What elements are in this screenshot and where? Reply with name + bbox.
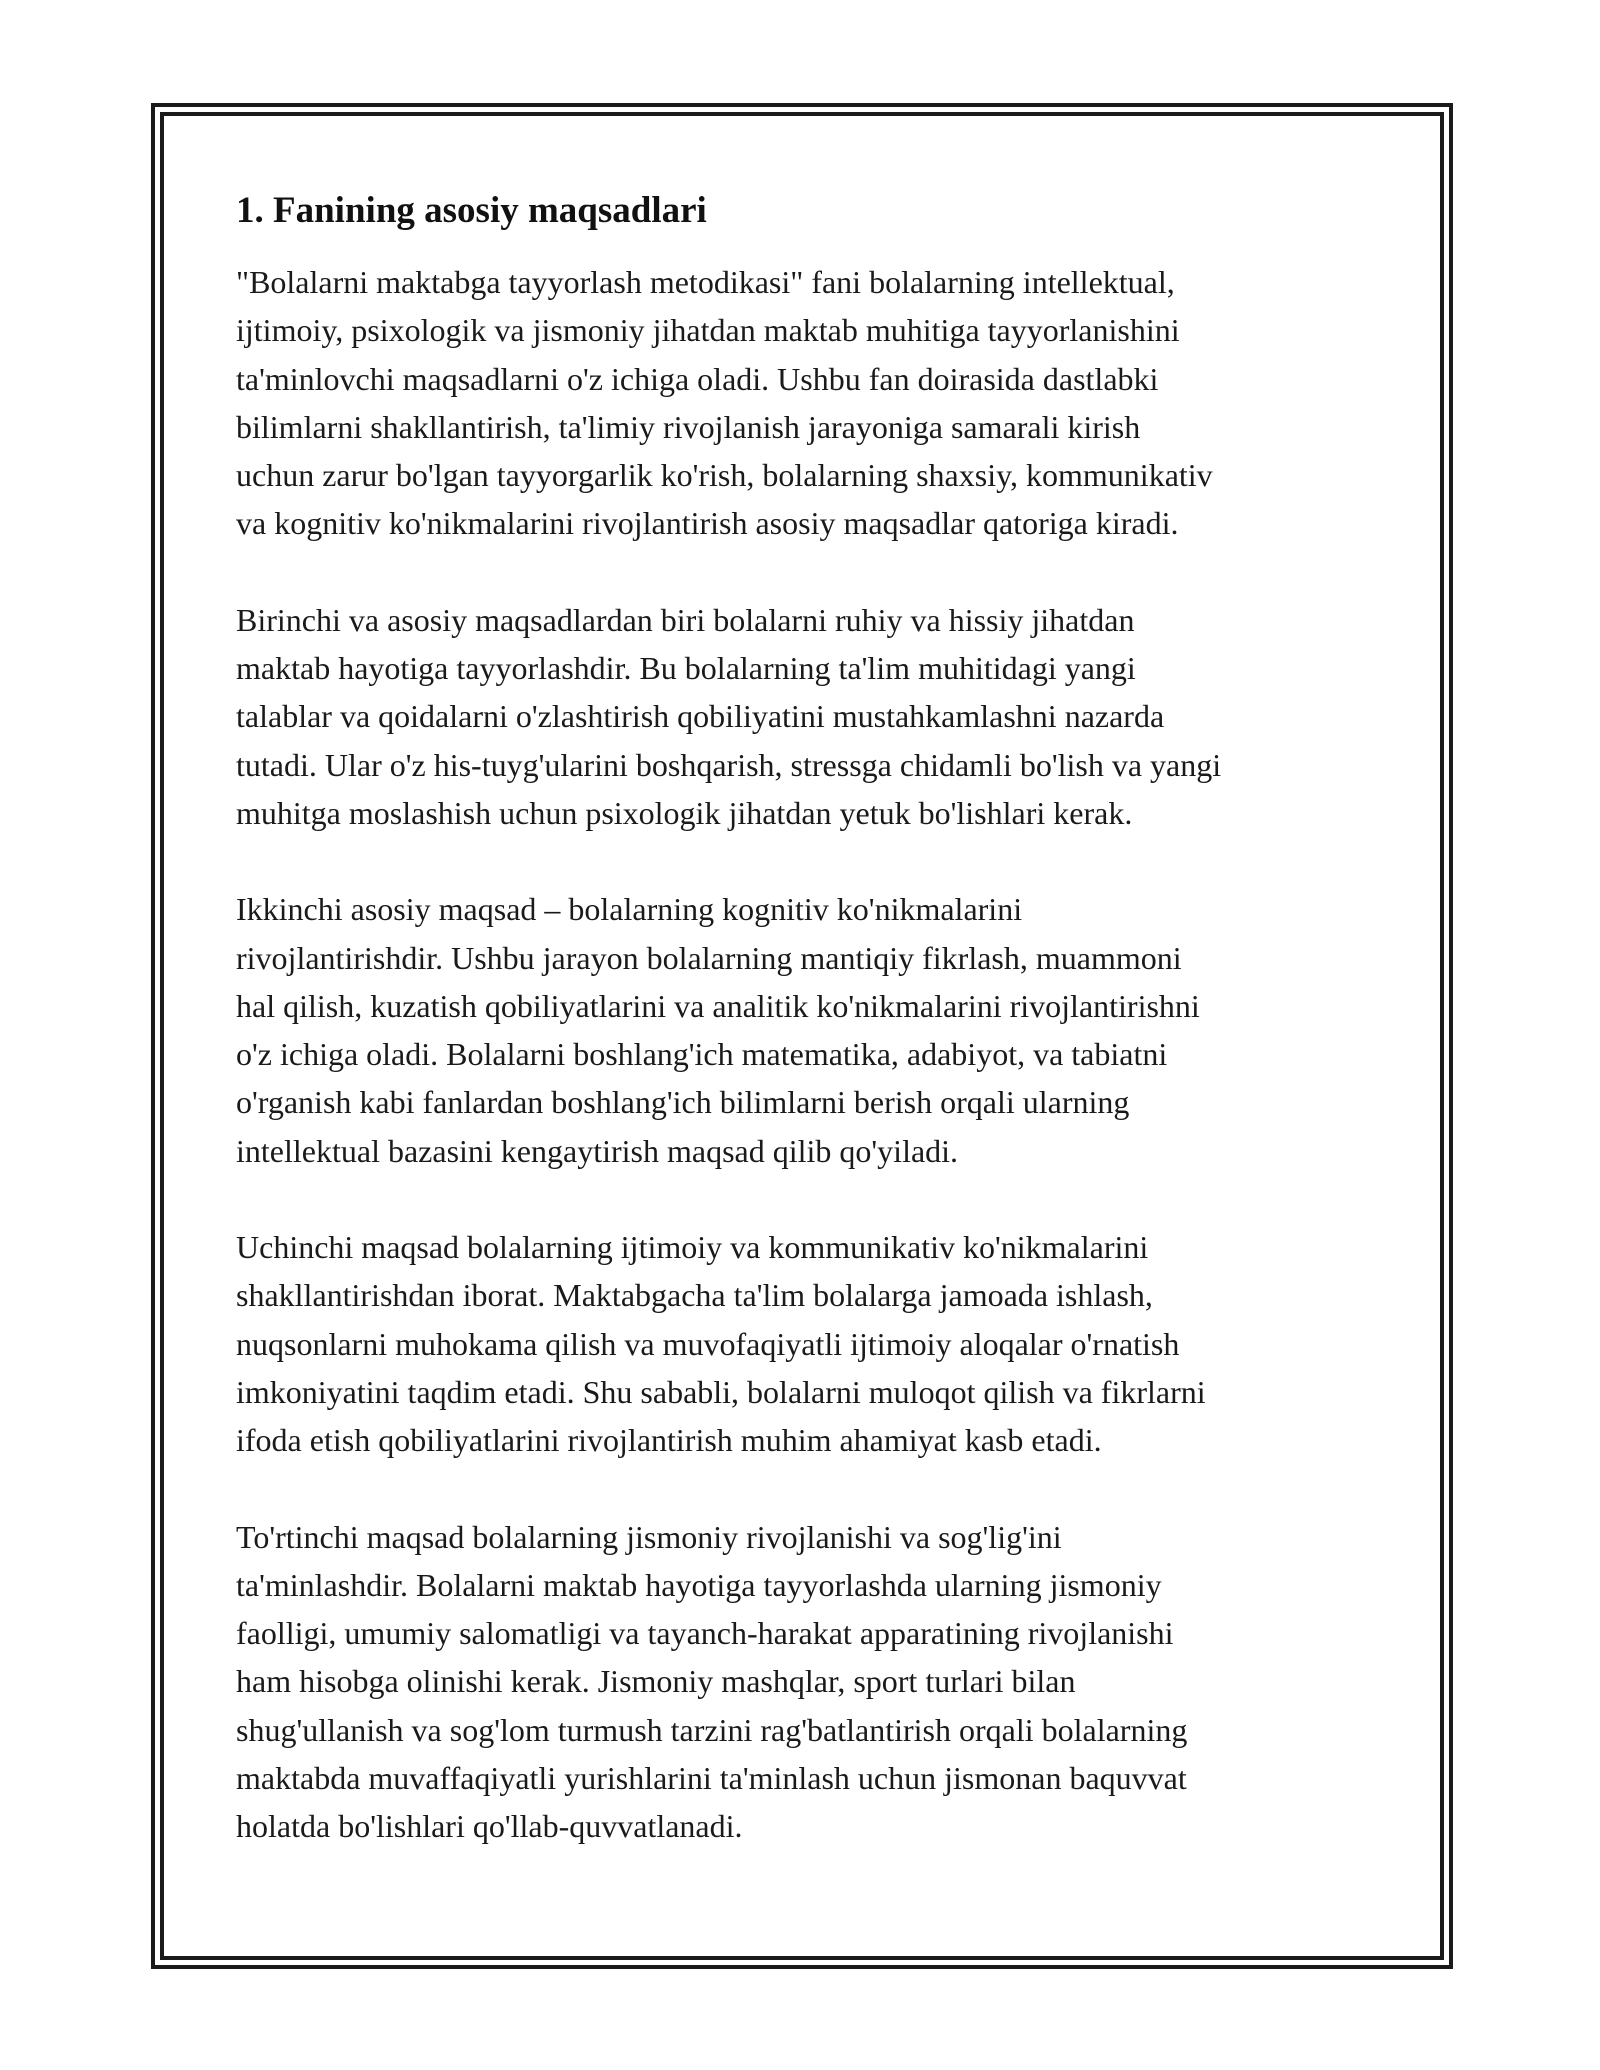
paragraph-line: shakllantirishdan iborat. Maktabgacha ta'lim bolalarga jamoada ishlash, [236, 1277, 1153, 1314]
paragraph-line: ta'minlashdir. Bolalarni maktab hayotiga tayyorlashda ularning jismoniy [236, 1566, 1162, 1603]
paragraph-intro [236, 258, 1386, 548]
paragraph-line: Ikkinchi asosiy maqsad – bolalarning kognitiv ko'nikmalarini [236, 891, 1023, 928]
paragraph-line: nuqsonlarni muhokama qilish va muvofaqiyatli ijtimoiy aloqalar o'rnatish [236, 1325, 1180, 1362]
paragraph-line: muhitga moslashish uchun psixologik jihatdan yetuk bo'lishlari kerak. [236, 794, 1133, 831]
paragraph-line: ham hisobga olinishi kerak. Jismoniy mashqlar, sport turlari bilan [236, 1663, 1076, 1700]
paragraph-line: o'rganish kabi fanlardan boshlang'ich bilimlarni berish orqali ularning [236, 1084, 1130, 1121]
paragraph-line: holatda bo'lishlari qo'llab-quvvatlanadi. [236, 1808, 743, 1845]
paragraph-line: hal qilish, kuzatish qobiliyatlarini va analitik ko'nikmalarini rivojlantirishni [236, 987, 1200, 1024]
paragraph-line: "Bolalarni maktabga tayyorlash metodikasi" fani bolalarning intellektual, [236, 264, 1175, 300]
paragraph-line: Birinchi va asosiy maqsadlardan biri bolalarni ruhiy va hissiy jihatdan [236, 601, 1135, 638]
paragraph-line: ta'minlovchi maqsadlarni o'z ichiga oladi. Ushbu fan doirasida dastlabki [236, 360, 1159, 397]
paragraph-line: talablar va qoidalarni o'zlashtirish qobiliyatini mustahkamlashni nazarda [236, 698, 1165, 735]
paragraph-second-goal [236, 885, 1386, 1175]
paragraph-line: Uchinchi maqsad bolalarning ijtimoiy va kommunikativ ko'nikmalarini [236, 1229, 1149, 1266]
section-heading: 1. Fanining asosiy maqsadlari [236, 190, 707, 231]
paragraph-line: faolligi, umumiy salomatligi va tayanch-harakat apparatining rivojlanishi [236, 1615, 1174, 1652]
paragraph-line: maktab hayotiga tayyorlashdir. Bu bolalarning ta'lim muhitidagi yangi [236, 650, 1136, 687]
paragraph-line: rivojlantirishdir. Ushbu jarayon bolalarning mantiqiy fikrlash, muammoni [236, 939, 1182, 976]
paragraph-line: ifoda etish qobiliyatlarini rivojlantirish muhim ahamiyat kasb etadi. [236, 1422, 1102, 1459]
paragraph-line: maktabda muvaffaqiyatli yurishlarini ta'minlash uchun jismonan baquvvat [236, 1760, 1187, 1797]
paragraph-line: o'z ichiga oladi. Bolalarni boshlang'ich matematika, adabiyot, va tabiatni [236, 1036, 1168, 1073]
paragraph-line: tutadi. Ular o'z his-tuyg'ularini boshqarish, stressga chidamli bo'lish va yangi [236, 746, 1222, 783]
paragraph-first-goal [236, 596, 1386, 837]
paragraph-line: va kognitiv ko'nikmalarini rivojlantirish asosiy maqsadlar qatoriga kiradi. [236, 505, 1179, 542]
document-body [236, 186, 1386, 1851]
paragraph-line: bilimlarni shakllantirish, ta'limiy rivojlanish jarayoniga samarali kirish [236, 408, 1141, 445]
paragraph-fourth-goal [236, 1513, 1386, 1851]
paragraph-third-goal [236, 1223, 1386, 1464]
paragraph-line: shug'ullanish va sog'lom turmush tarzini rag'batlantirish orqali bolalarning [236, 1711, 1188, 1748]
paragraph-line: intellektual bazasini kengaytirish maqsad qilib qo'yiladi. [236, 1132, 959, 1169]
paragraph-line: ijtimoiy, psixologik va jismoniy jihatdan maktab muhitiga tayyorlanishini [236, 312, 1180, 349]
paragraph-line: imkoniyatini taqdim etadi. Shu sababli, bolalarni muloqot qilish va fikrlarni [236, 1373, 1206, 1410]
paragraph-line: uchun zarur bo'lgan tayyorgarlik ko'rish, bolalarning shaxsiy, kommunikativ [236, 457, 1213, 494]
paragraph-line: To'rtinchi maqsad bolalarning jismoniy rivojlanishi va sog'lig'ini [236, 1518, 1062, 1555]
